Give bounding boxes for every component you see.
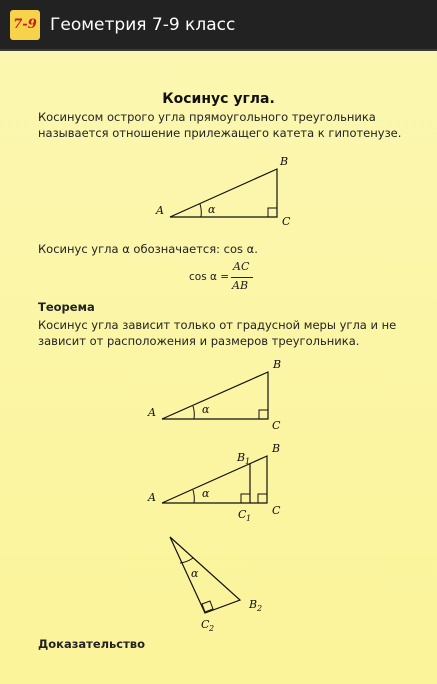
fig2-label-c: C	[272, 419, 281, 432]
formula-numerator: AC	[233, 260, 250, 273]
fig4-label-b2-sub: 2	[257, 604, 263, 613]
fig2-label-b: B	[273, 358, 282, 371]
fig4-label-b2: B	[249, 598, 258, 611]
triangle-figure-4	[170, 537, 262, 633]
theorem-heading: Теорема	[38, 300, 95, 314]
fig3-label-b1-sub: 1	[245, 457, 251, 466]
fig3-label-b1: B	[237, 451, 246, 464]
fig2-label-alpha: α	[202, 403, 210, 416]
app-title: Геометрия 7-9 класс	[50, 15, 236, 35]
notation-text: Косинус угла α обозначается: cos α.	[38, 242, 258, 256]
app-logo-icon[interactable]: 7-9	[10, 10, 40, 40]
fig3-label-a: A	[148, 491, 156, 504]
article-content	[0, 51, 437, 684]
fig3-label-c1-sub: 1	[246, 514, 252, 523]
fraction-bar	[231, 277, 253, 278]
fig4-label-alpha: α	[191, 567, 199, 580]
fig1-label-b: B	[280, 155, 289, 168]
fig1-label-c: C	[282, 215, 291, 228]
formula-lhs: cos α =	[189, 271, 230, 283]
fig2-label-a: A	[148, 406, 156, 419]
definition-text: Косинусом острого угла прямоугольного треугольника называется отношение прилежащего катета к гипотенузе.	[38, 110, 402, 140]
triangle-figure-1	[155, 155, 291, 228]
fig4-label-c2-sub: 2	[209, 624, 215, 633]
cosine-formula	[189, 260, 259, 296]
triangle-figure-2	[147, 358, 281, 432]
fig3-label-b: B	[272, 442, 281, 455]
formula-denominator: AB	[232, 279, 249, 292]
triangle-figure-3	[147, 442, 281, 523]
theorem-text: Косинус угла зависит только от градусной меры угла и не зависит от расположения и размеров треугольника.	[38, 318, 397, 348]
fig3-label-c: C	[272, 504, 281, 517]
app-bar	[0, 0, 437, 51]
fig4-label-c2: C	[201, 618, 210, 631]
fig1-label-alpha: α	[208, 203, 216, 216]
page-title: Косинус угла.	[162, 91, 275, 107]
fig3-label-c1: C	[238, 508, 247, 521]
fig1-label-a: A	[156, 204, 164, 217]
fig3-label-alpha: α	[202, 487, 210, 500]
figures-canvas	[0, 51, 437, 684]
proof-heading: Доказательство	[38, 637, 145, 651]
